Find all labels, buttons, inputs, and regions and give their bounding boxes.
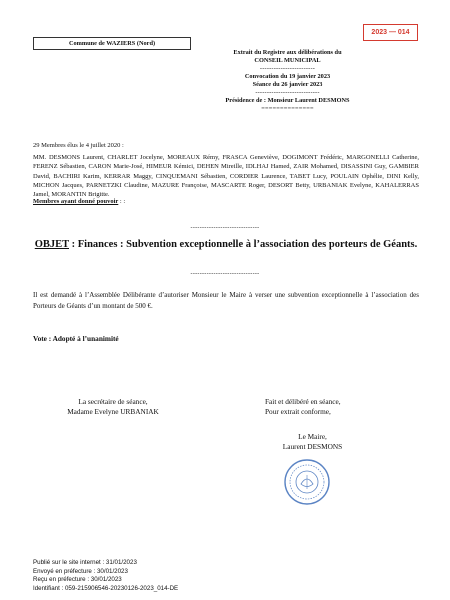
certify-line-2: Pour extrait conforme,	[265, 407, 331, 416]
secretary-title: La secrétaire de séance,	[78, 397, 148, 406]
footer-received: Reçu en préfecture : 30/01/2023	[33, 576, 122, 583]
footer-sent: Envoyé en préfecture : 30/01/2023	[33, 567, 128, 575]
secretary-name: Madame Evelyne URBANIAK	[67, 407, 159, 416]
footer-identifier: Identifiant : 059-215906546-20230126-2023_014-DE	[33, 584, 179, 592]
certify-line-1: Fait et délibéré en séance,	[265, 397, 341, 406]
proxy-members	[33, 198, 125, 205]
proxy-label: Membres ayant donné pouvoir	[33, 198, 119, 205]
publication-footer	[33, 559, 178, 593]
proxy-suffix: : :	[118, 198, 126, 205]
subject-label: OBJET	[34, 239, 69, 250]
header-separator-1: ------------------------	[259, 65, 316, 72]
header-separator-3: ==============	[261, 105, 314, 112]
vote-result: Vote : Adopté à l’unanimité	[33, 334, 119, 343]
separator-bottom: ------------------------------	[190, 271, 260, 277]
members-intro: 29 Membres élus le 4 juillet 2020 :	[33, 142, 124, 149]
header-convocation: Convocation du 19 janvier 2023	[244, 73, 331, 80]
deliberation-body: Il est demandé à l’Assemblée Délibérante d’autoriser Monsieur le Maire à verser une subvention exceptionnelle à l’association des Porteurs de Géants d’un montant de 500 €.	[33, 291, 419, 310]
secretary-signature-block	[33, 397, 193, 417]
mayor-title: Le Maire,	[298, 432, 327, 441]
subject-heading	[30, 238, 422, 252]
certification-block	[265, 397, 385, 417]
members-list: MM. DESMONS Laurent, CHARLET Jocelyne, MOREAUX Rémy, FRASCA Geneviève, DOGIMONT Frédéric, MARGONELLI Catherine, FERENZ Sébastien, CARON Marie-José, HIMEUR Kémici, DEHEN Mireille, IDLHAJ Hamed, ZAIR Mohamed, DISASSINI Guy, GAMBIER David, BACHIRI Karim, KERRAR Maggy, CINQUEMANI Sébastien, CORDIER Laurence, TABET Lucy, POULAIN Ophélie, DINI Kelly, MICHON Jacques, PARNETZKI Claudine, MAZURE Françoise, MASCARTE Roger, DESORT Betty, URBANIAK Evelyne, KAHALERRAS Jamel, MORANTIN Brigitte.	[33, 154, 419, 199]
document-header	[205, 49, 370, 113]
header-council: CONSEIL MUNICIPAL	[254, 57, 321, 64]
commune-box: Commune de WAZIERS (Nord)	[33, 37, 191, 50]
footer-published: Publié sur le site internet : 31/01/2023	[33, 559, 137, 566]
header-separator-2: ----------------------------	[255, 89, 320, 96]
official-seal-stamp	[283, 458, 331, 506]
header-line-1: Extrait du Registre aux délibérations du	[233, 49, 342, 56]
separator-top: ------------------------------	[190, 225, 260, 231]
mayor-name: Laurent DESMONS	[282, 442, 343, 451]
subject-text: : Finances : Subvention exceptionnelle à l’association des porteurs de Géants.	[69, 239, 418, 250]
header-presidence: Présidence de : Monsieur Laurent DESMONS	[225, 97, 350, 104]
reference-number: 2023 — 014	[363, 24, 418, 41]
header-seance: Séance du 26 janvier 2023	[252, 81, 323, 88]
mayor-signature-block	[270, 432, 355, 452]
